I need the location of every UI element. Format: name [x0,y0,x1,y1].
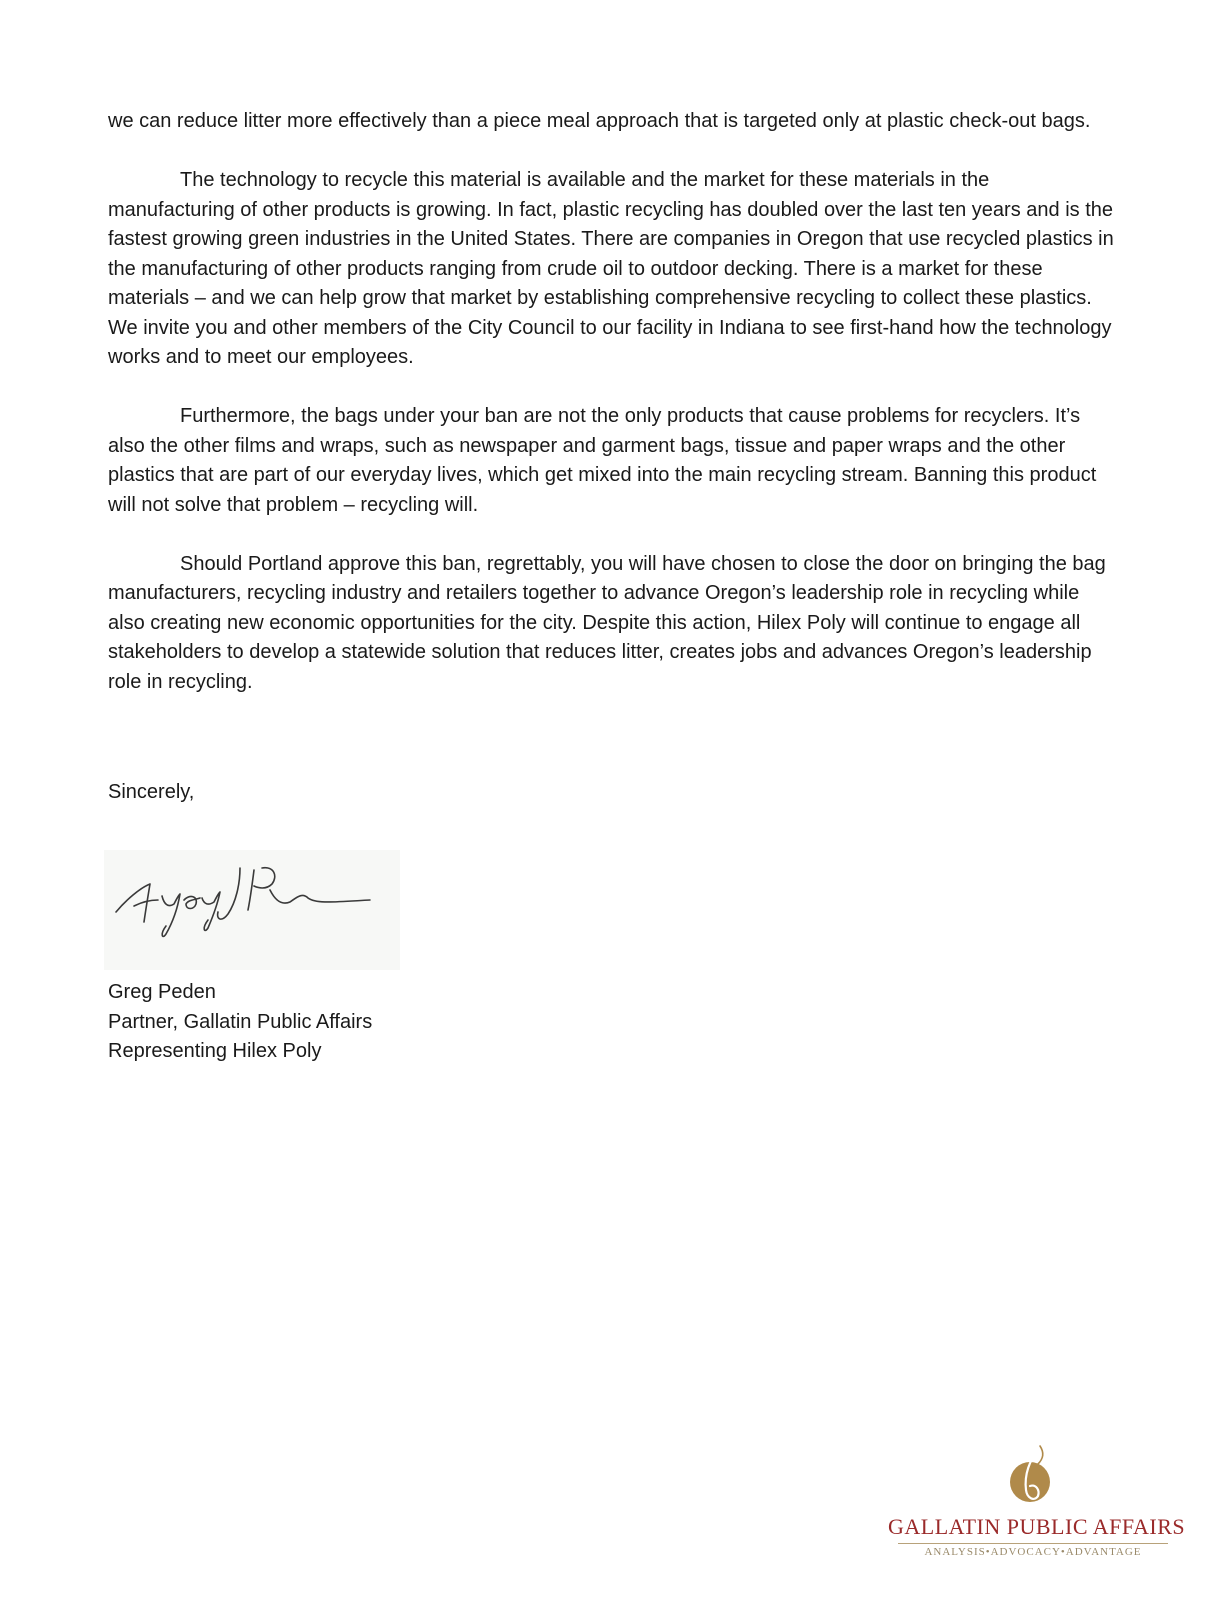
signer-title: Partner, Gallatin Public Affairs [108,1010,373,1033]
logo-g-mark-icon [1008,1442,1054,1508]
closing-salutation: Sincerely, [108,781,195,803]
logo-name: GALLATIN PUBLIC AFFAIRS [888,1514,1186,1539]
handwritten-signature [104,850,400,970]
signer-representing: Representing Hilex Poly [108,1040,322,1062]
paragraph-recycling-technology: The technology to recycle this material is available and the market for these materials in the manufacturing of other products is growing. In fact, plastic recycling has doubled over the last ten years and is the fastest growing green industries in the United States. There are companies in Oregon that use recycled plastics in the manufacturing of other products ranging from crude oil to outdoor decking. There is a market for these materials – and we can help grow that market by establishing comprehensive recycling to collect these plastics. We invite you and other members of the City Council to our facility in Indiana to see first-hand how the technology works and to meet our employees. [108,169,1114,368]
letter-body [108,107,1120,727]
logo-divider [898,1543,1168,1544]
logo-tagline: ANALYSIS•ADVOCACY•ADVANTAGE [924,1546,1142,1558]
paragraph-other-films: Furthermore, the bags under your ban are not the only products that cause problems for recyclers. It’s also the other films and wraps, such as newspaper and garment bags, tissue and paper wraps and the other plastics that are part of our everyday lives, which get mixed into the main recycling stream. Banning this product will not solve that problem – recycling will. [108,405,1097,516]
signer-name: Greg Peden [108,981,216,1003]
gallatin-logo [888,1442,1186,1572]
signature-block [108,978,372,1067]
paragraph-portland-ban: Should Portland approve this ban, regrettably, you will have chosen to close the door on bringing the bag manufacturers, recycling industry and retailers together to advance Oregon’s leadership role in recycling while also creating new economic opportunities for the city. Despite this action, Hilex Poly will continue to engage all stakeholders to develop a statewide solution that reduces litter, creates jobs and advances Oregon’s leadership role in recycling. [108,552,1106,693]
paragraph-continuation: we can reduce litter more effectively than a piece meal approach that is targeted only at plastic check-out bags. [108,110,1091,132]
